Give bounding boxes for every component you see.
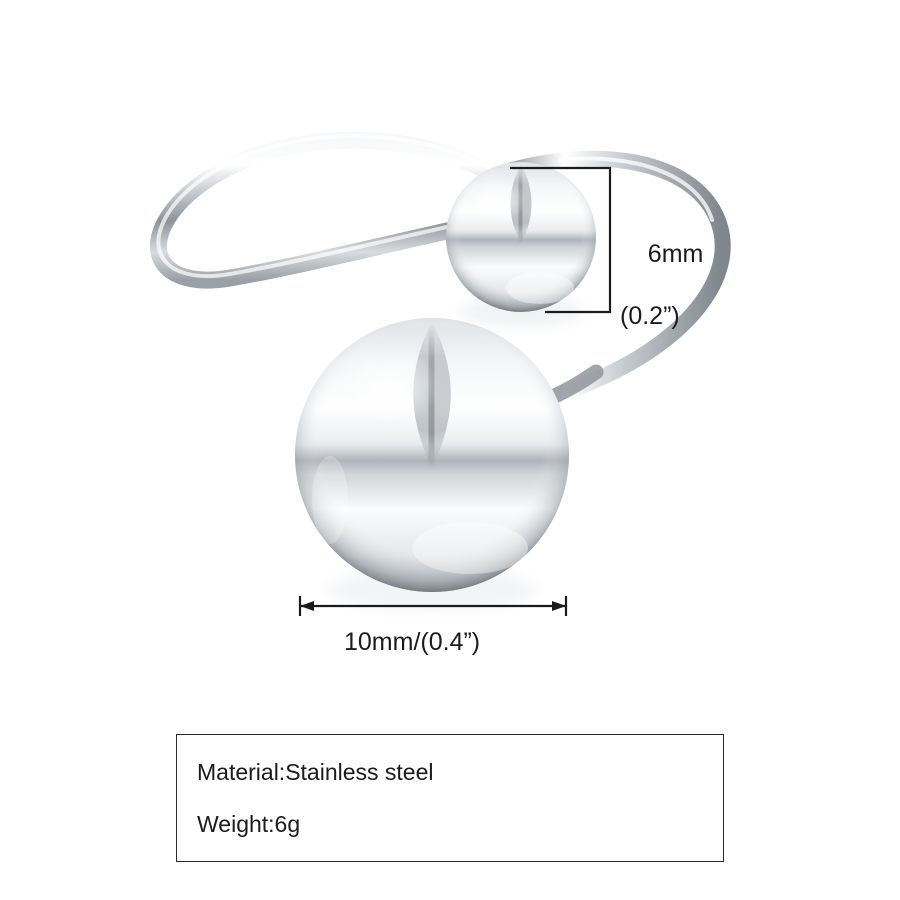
- small-ball: [446, 162, 596, 326]
- large-ball-dimension-label: 10mm/(0.4”): [344, 628, 481, 656]
- small-ball-dimension-line2: (0.2”): [620, 302, 680, 330]
- small-ball-dimension-label: [620, 208, 703, 394]
- spec-material-line: Material:Stainless steel: [197, 759, 434, 785]
- small-ball-dimension-line1: 6mm: [647, 240, 704, 268]
- spec-box: [176, 734, 724, 862]
- large-ball: [295, 318, 569, 610]
- spec-weight-line: Weight:6g: [197, 811, 301, 837]
